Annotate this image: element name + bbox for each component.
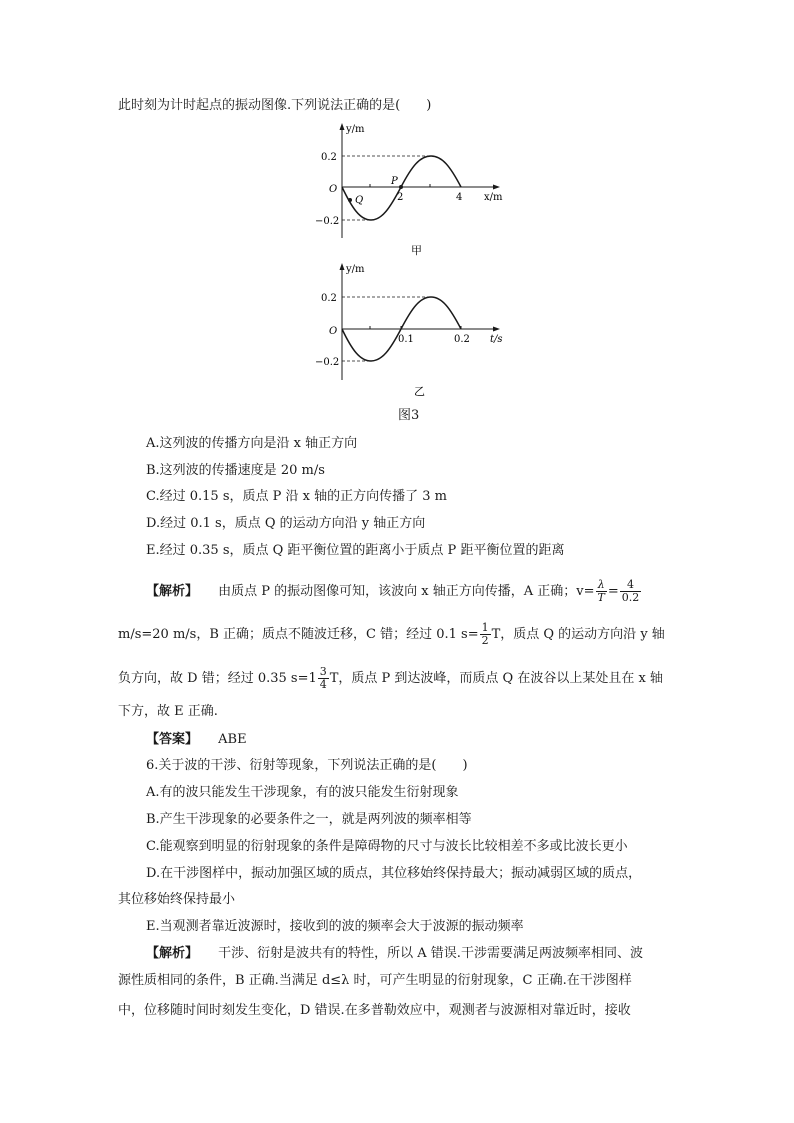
q6-analysis-line1: 【解析】 干涉、衍射是波共有的特性，所以 A 错误.干涉需要满足两波频率相同、波 xyxy=(146,946,643,961)
y-tick-top: 0.2 xyxy=(321,152,337,163)
q5-analysis-line2: m/s=20 m/s，B 正确；质点不随波迁移，C 错；经过 0.1 s= $\frac{1}{2}$ T，质点 Q 的运动方向沿 y 轴 xyxy=(118,621,665,647)
q5-analysis-line3: 负方向，故 D 错；经过 0.35 s=1 $\frac{3}{4}$ T，质点 P 到达波峰，而质点 Q 在波谷以上某处且在 x 轴 xyxy=(118,665,663,691)
q6-option-c: C.能观察到明显的衍射现象的条件是障碍物的尺寸与波长比较相差不多或比波长更小 xyxy=(146,839,628,854)
q6-stem: 6.关于波的干涉、衍射等现象，下列说法正确的是( ) xyxy=(146,758,468,773)
q5-answer xyxy=(146,730,247,750)
fraction-4-over-0.2: $\frac{4}{0.2}$ xyxy=(621,578,640,604)
t-tick-0.1: 0.1 xyxy=(398,334,414,345)
figure-caption: 图3 xyxy=(398,408,420,423)
q6-option-d: D.在干涉图样中，振动加强区域的质点，其位移始终保持最大；振动减弱区域的质点， xyxy=(146,866,642,881)
q5-analysis-line4: 下方，故 E 正确. xyxy=(118,704,218,719)
fraction-3-over-4: $\frac{3}{4}$ xyxy=(319,665,327,691)
origin-label: O xyxy=(329,326,338,337)
analysis-label: 【解析】 xyxy=(146,946,199,961)
fraction-lambda-over-t: $\frac{\lambda}{T}$ xyxy=(597,578,605,604)
analysis-text-1a: 由质点 P 的振动图像可知，该波向 x 轴正方向传播，A 正确；v= xyxy=(218,584,595,599)
q5-analysis-line1: 【解析】 由质点 P 的振动图像可知，该波向 x 轴正方向传播，A 正确；v= $\frac{\lambda}{T}$ = $\frac{4}{0.2}$ xyxy=(146,578,640,604)
x-tick-2: 2 xyxy=(397,192,404,203)
x-axis-arrow xyxy=(493,327,500,332)
q6-option-a: A.有的波只能发生干涉现象，有的波只能发生衍射现象 xyxy=(146,785,459,800)
analysis-label: 【解析】 xyxy=(146,584,199,599)
t-tick-0.2: 0.2 xyxy=(454,334,470,345)
x-tick-4: 4 xyxy=(456,192,463,203)
intro-line: 此时刻为计时起点的振动图像.下列说法正确的是( ) xyxy=(118,98,432,113)
x-axis-label: x/m xyxy=(484,192,503,203)
y-axis-arrow xyxy=(340,123,345,130)
q6-option-e: E.当观测者靠近波源时，接收到的波的频率会大于波源的振动频率 xyxy=(146,919,524,934)
graph-yi xyxy=(310,258,510,398)
q5-option-b: B.这列波的传播速度是 20 m/s xyxy=(146,463,325,478)
answer-label: 【答案】 xyxy=(146,732,199,747)
y-tick-top: 0.2 xyxy=(321,293,337,304)
q6-analysis-line2: 源性质相同的条件，B 正确.当满足 d≤λ 时，可产生明显的衍射现象，C 正确.在干涉图样 xyxy=(118,973,632,988)
point-q xyxy=(348,198,352,202)
q6-option-d-cont: 其位移始终保持最小 xyxy=(118,892,236,907)
q5-option-d: D.经过 0.1 s，质点 Q 的运动方向沿 y 轴正方向 xyxy=(146,516,426,531)
x-axis-arrow xyxy=(493,185,500,190)
y-tick-bottom: −0.2 xyxy=(315,357,340,368)
t-axis-label: t/s xyxy=(490,334,503,345)
q6-option-b: B.产生干涉现象的必要条件之一，就是两列波的频率相等 xyxy=(146,812,472,827)
point-p-label: P xyxy=(391,176,398,187)
graph-jia xyxy=(310,120,510,260)
caption-yi: 乙 xyxy=(414,385,425,398)
point-q-label: Q xyxy=(355,195,364,206)
y-tick-bottom: −0.2 xyxy=(315,216,340,227)
y-axis-arrow xyxy=(340,263,345,270)
q5-option-c: C.经过 0.15 s，质点 P 沿 x 轴的正方向传播了 3 m xyxy=(146,489,447,504)
caption-jia: 甲 xyxy=(411,244,422,257)
q6-analysis-line3: 中，位移随时间时刻发生变化，D 错误.在多普勒效应中，观测者与波源相对靠近时，接收 xyxy=(118,1003,631,1018)
answer-value: ABE xyxy=(218,732,247,747)
origin-label: O xyxy=(329,184,338,195)
point-p xyxy=(399,185,403,189)
q5-option-a: A.这列波的传播方向是沿 x 轴正方向 xyxy=(146,436,358,451)
y-axis-label: y/m xyxy=(346,264,365,275)
y-axis-label: y/m xyxy=(346,124,365,135)
q5-option-e: E.经过 0.35 s，质点 Q 距平衡位置的距离小于质点 P 距平衡位置的距离 xyxy=(146,543,565,558)
fraction-1-over-2: $\frac{1}{2}$ xyxy=(481,621,489,647)
